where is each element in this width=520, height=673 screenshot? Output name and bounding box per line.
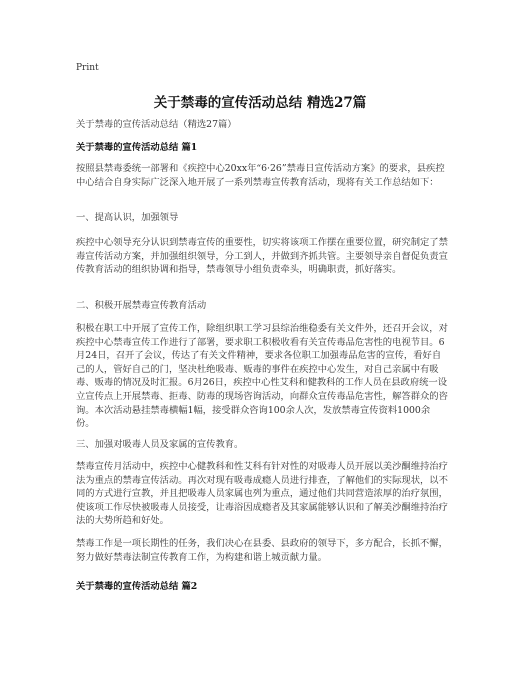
subheading-3: 三、加强对吸毒人员及家属的宣传教育。: [76, 439, 244, 450]
paragraph-1: 按照县禁毒委统一部署和《疾控中心20xx年“6·26”禁毒日宣传活动方案》的要求，县疾控中心结合自身实际广泛深入地开展了一系列禁毒宣传教育活动，现将有关工作总结如下：: [76, 163, 445, 188]
paragraph-3: 积极在职工中开展了宣传工作，除组织职工学习县综治维稳委有关文件外，还召开会议，对疾控中心禁毒宣传工作进行了部署，要求职工积极收看有关宣传毒品危害性的电视节目。6月24日，召开了会议，传达了有关文件精神，要求各位职工加强毒品危害的宣传，看好自己的人，管好自己的门，坚决杜绝吸毒、贩毒的事件在疾控中心发生，对自己亲属中有吸毒、贩毒的情况及时汇报。6月26日，疾控中心性艾科和健教科的工作人员在县政府统一设立宣传点上开展禁毒、拒毒、防毒的现场咨询活动，向群众宣传毒品危害性，解答群众的咨询。本次活动悬挂禁毒横幅1幅，接受群众咨询100余人次，发放禁毒宣传资料1000余份。: [76, 323, 448, 430]
paragraph-4: 禁毒宣传月活动中，疾控中心健教科和性艾科有针对性的对吸毒人员开展以美沙酮维持治疗法为重点的禁毒宣传活动。再次对现有吸毒成瘾人员进行排查，了解他们的实际现状，以不同的方式进行宣教，并且把吸毒人员家属也列为重点，通过他们共同营造浓厚的治疗氛围，使该项工作尽快被吸毒人员接受，让毒浴因成瘾者及其家属能够认识和了解美沙酮维持治疗法的大势所趋和好处。: [76, 461, 448, 527]
document-title: 关于禁毒的宣传活动总结 精选27篇: [153, 95, 367, 111]
subheading-1: 一、提高认识，加强领导: [76, 212, 179, 223]
paragraph-2: 疾控中心领导充分认识到禁毒宣传的重要性，切实将该项工作摆在重要位置，研究制定了禁毒宣传活动方案，并加强组织领导，分工到人，并做到齐抓共管。主要领导亲自督促负责宣传教育活动的组织协调和指导，禁毒领导小组负责牵头，明确职责，抓好落实。: [76, 237, 448, 276]
section-heading-2: 关于禁毒的宣传活动总结 篇2: [76, 581, 198, 592]
print-link[interactable]: Print: [76, 63, 99, 73]
subheading-2: 二、积极开展禁毒宣传教育活动: [76, 300, 207, 311]
document-intro: 关于禁毒的宣传活动总结（精选27篇）: [76, 119, 237, 130]
section-heading-1: 关于禁毒的宣传活动总结 篇1: [76, 142, 198, 153]
paragraph-5: 禁毒工作是一项长期性的任务，我们决心在县委、县政府的领导下，多方配合，长抓不懈，努力做好禁毒法制宣传教育工作，为构建和谐上城贡献力量。: [76, 538, 448, 563]
